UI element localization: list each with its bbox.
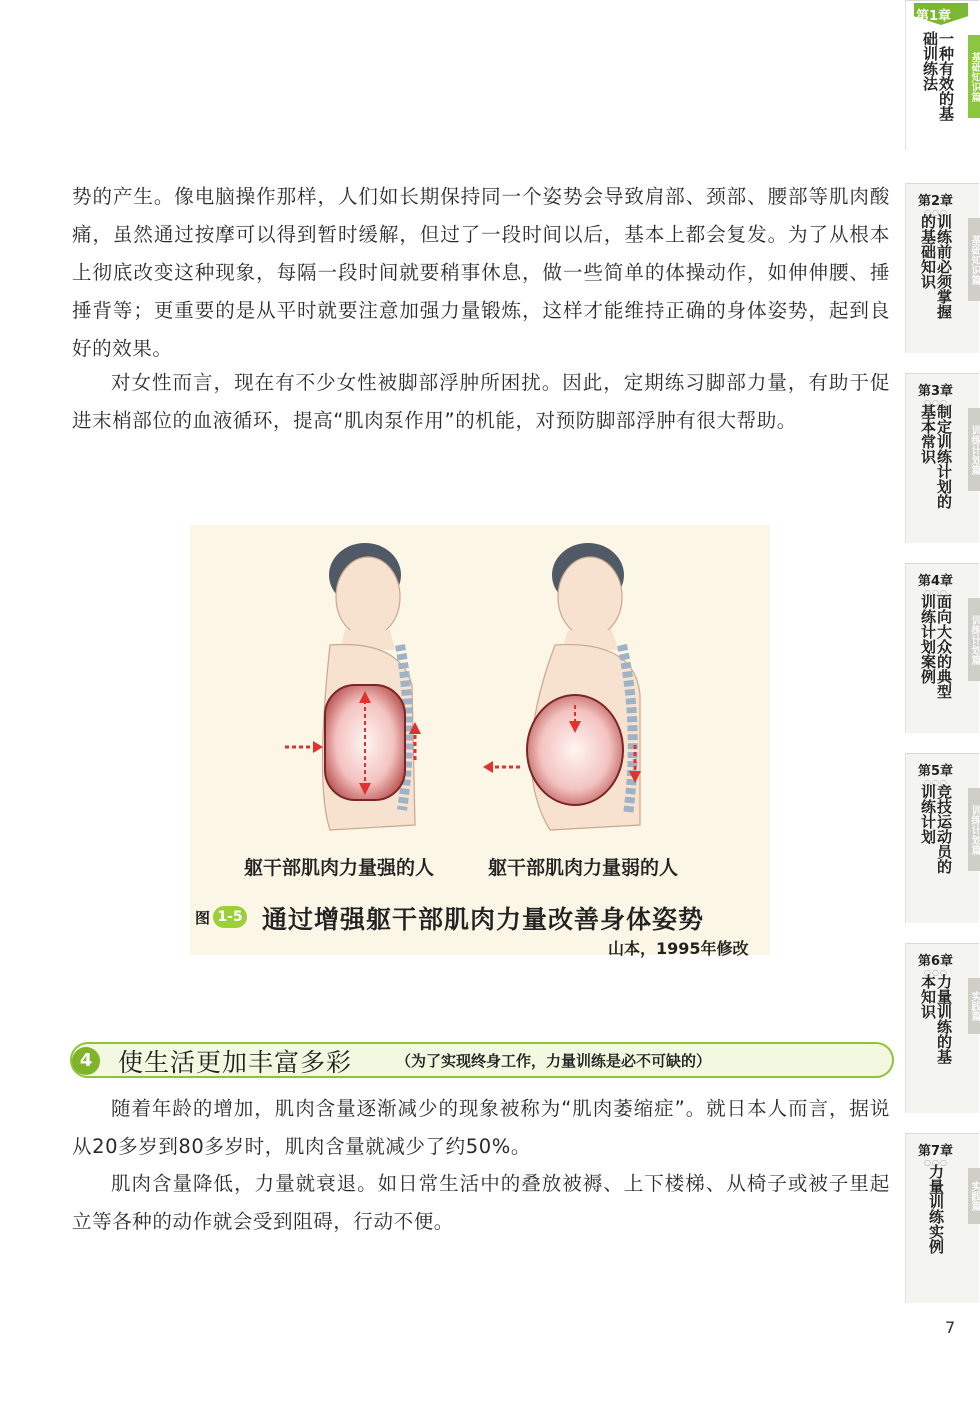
tab-chapter-label: 第7章 (918, 1144, 954, 1159)
tab-chapter-7[interactable] (905, 1133, 979, 1303)
label-strong: 躯干部肌肉力量强的人 (244, 857, 435, 879)
body-paragraph-1: 势的产生。像电脑操作那样，人们如长期保持同一个姿势会导致肩部、颈部、腰部等肌肉酸痛，虽然通过按摩可以得到暂时缓解，但过了一段时间以后，基本上都会复发。为了从根本上彻底改变这种现象，每隔一段时间就要稍事休息，做一些简单的体操动作，如伸伸腰、捶捶背等；更重要的是从平时就要注意加强力量锻炼，这样才能维持正确的身体姿势，起到良好的效果。 (72, 185, 890, 360)
tab-chapter-label: 第5章 (918, 764, 954, 779)
tab-dots: ○○○ (924, 208, 948, 217)
section-number-badge: 4 (72, 1047, 100, 1075)
figure-source: 山本，1995年修改 (608, 939, 749, 958)
tab-dots: ○○○ (924, 588, 948, 597)
tab-section-label: 训练计划篇 (968, 788, 980, 871)
figure-number-badge: 1-5 (213, 906, 247, 928)
tab-section-label: 实践篇 (968, 1168, 980, 1224)
tab-section-label: 基础知识篇 (968, 35, 980, 118)
tab-section-label: 训练计划篇 (968, 598, 980, 681)
tab-chapter-title: 力量训练实例 (927, 1164, 945, 1254)
tab-chapter-3[interactable] (905, 373, 979, 543)
tab-dots: ○○○ (924, 1158, 948, 1167)
strong-torso-figure (285, 543, 421, 830)
posture-illustration (190, 525, 770, 955)
tab-chapter-5[interactable] (905, 753, 979, 923)
section-subtitle: （为了实现终身工作，力量训练是必不可缺的） (396, 1052, 712, 1070)
tab-chapter-title: 制定训练计划的基本常识 (919, 404, 953, 509)
figure-prefix: 图 (195, 908, 211, 927)
tab-dots: ○○○ (924, 968, 948, 977)
body-paragraph-3: 随着年龄的增加，肌肉含量逐渐减少的现象被称为“肌肉萎缩症”。就日本人而言，据说从20多岁到80多岁时，肌肉含量就减少了约50%。 (72, 1097, 890, 1158)
figure-number (195, 906, 247, 928)
tab-chapter-label: 第4章 (918, 574, 954, 589)
tab-section-label: 基础知识篇 (968, 218, 980, 301)
tab-chapter-label: 第6章 (918, 954, 954, 969)
label-weak: 躯干部肌肉力量弱的人 (488, 857, 679, 879)
figure-title: 通过增强躯干部肌肉力量改善身体姿势 (262, 905, 705, 934)
page-number: 7 (945, 1318, 956, 1337)
weak-torso-figure (483, 543, 641, 830)
chapter-tabs (905, 0, 980, 1404)
body-paragraph-2: 对女性而言，现在有不少女性被脚部浮肿所困扰。因此，定期练习脚部力量，有助于促进末梢部位的血液循环，提高“肌肉泵作用”的机能，对预防脚部浮肿有很大帮助。 (72, 371, 890, 432)
tab-dots: ○○○ (924, 778, 948, 787)
tab-chapter-label: 第1章 (916, 9, 952, 24)
tab-section-label: 训练计划篇 (968, 408, 980, 491)
tab-chapter-4[interactable] (905, 563, 979, 733)
tab-chapter-label: 第2章 (918, 194, 954, 209)
tab-chapter-title: 面向大众的典型训练计划案例 (919, 594, 953, 699)
tab-chapter-label: 第3章 (918, 384, 954, 399)
tab-chapter-title: 力量训练的基本知识 (919, 974, 953, 1064)
tab-chapter-title: 竞技运动员的训练计划 (919, 784, 953, 874)
tab-section-label: 实践篇 (968, 978, 980, 1034)
tab-dots: ○○○ (924, 398, 948, 407)
body-paragraph-4: 肌肉含量降低，力量就衰退。如日常生活中的叠放被褥、上下楼梯、从椅子或被子里起立等各种的动作就会受到阻碍，行动不便。 (72, 1172, 890, 1233)
tab-chapter-1[interactable] (905, 0, 979, 150)
posture-figure (190, 525, 770, 955)
tab-chapter-title: 一种有效的基础训练法 (921, 31, 955, 121)
tab-chapter-6[interactable] (905, 943, 979, 1113)
tab-chapter-title: 训练前必须掌握的基础知识 (919, 214, 953, 319)
section-title: 使生活更加丰富多彩 (118, 1048, 353, 1077)
tab-chapter-2[interactable] (905, 183, 979, 353)
